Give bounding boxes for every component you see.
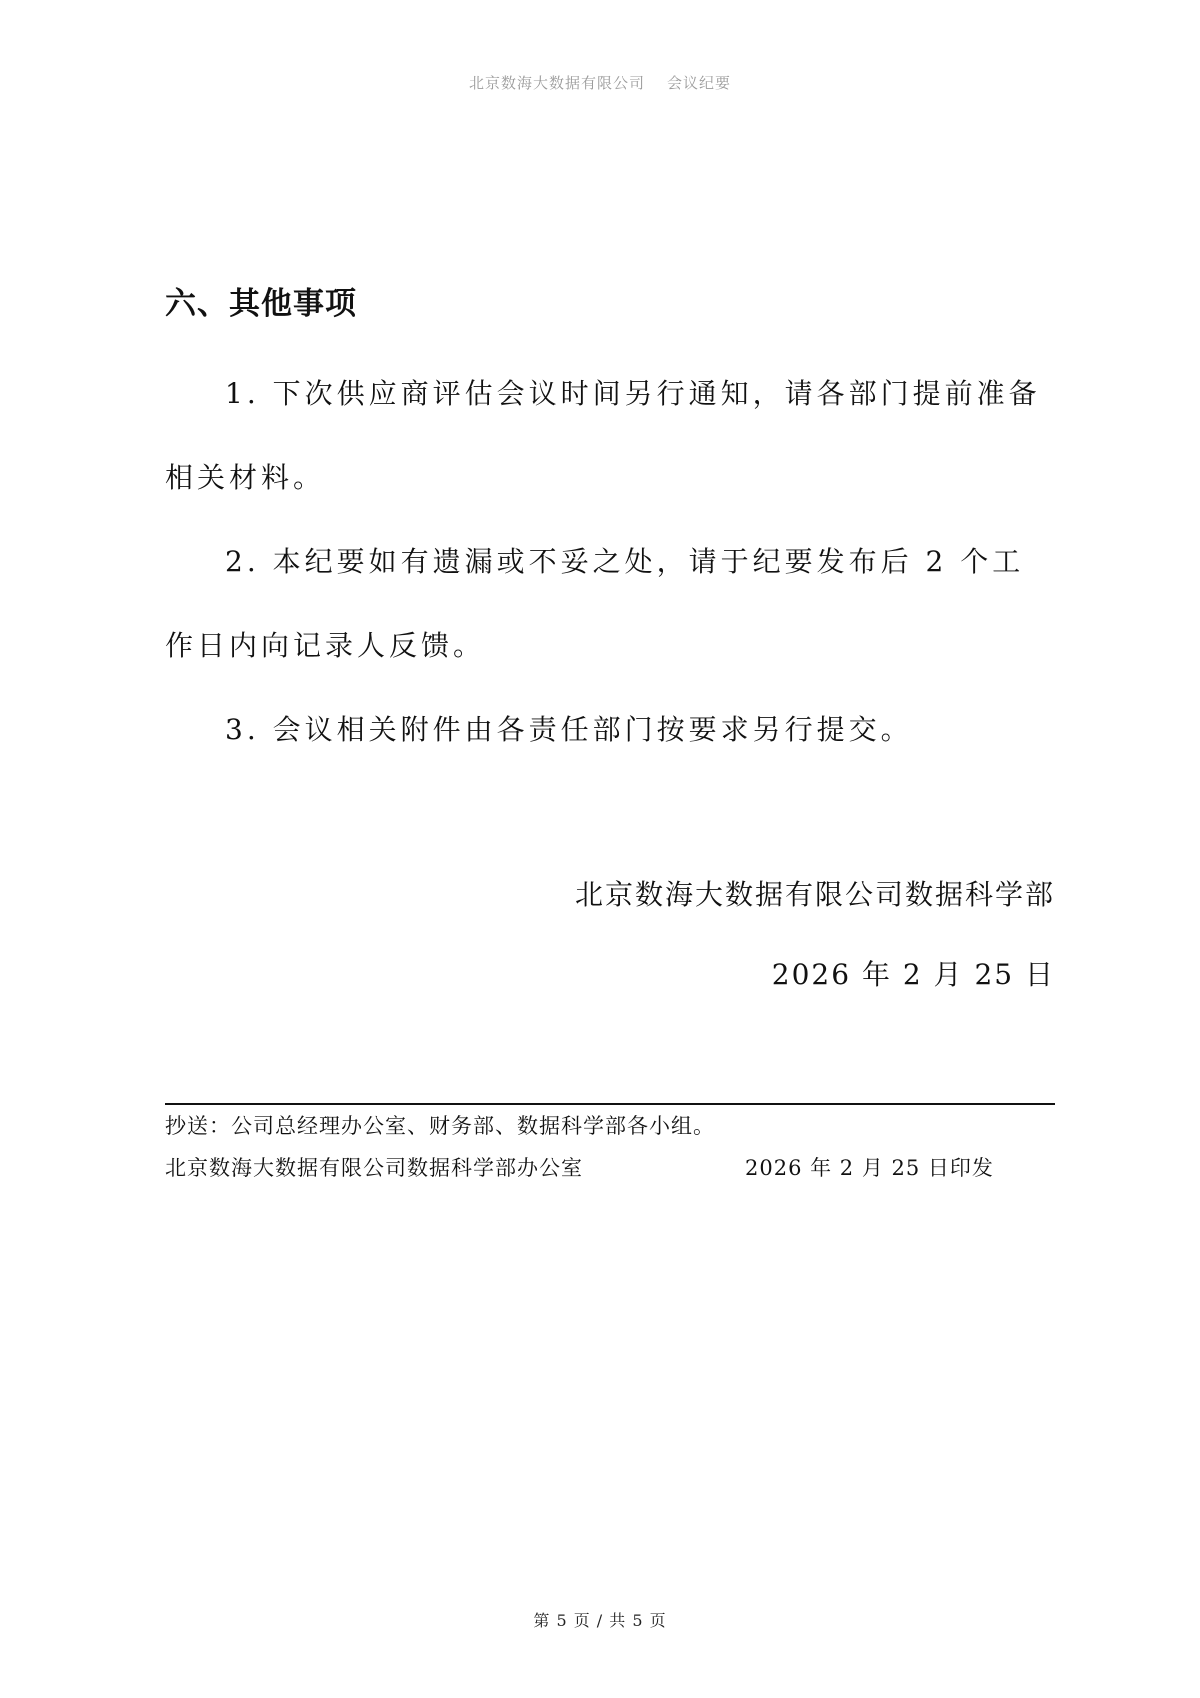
header-company: 北京数海大数据有限公司 [468,74,645,92]
item-text: 本纪要如有遗漏或不妥之处，请于纪要发布后 2 个工作日内向记录人反馈。 [165,545,1025,662]
signature-date: 2026 年 2 月 25 日 [771,958,1055,991]
distribution-issuer: 北京数海大数据有限公司数据科学部办公室 [165,1156,583,1180]
header-doc-type: 会议纪要 [667,74,732,92]
item-number: 3. [225,713,260,746]
distribution-divider [165,1103,1055,1105]
item-number: 1. [225,377,260,410]
list-item [165,520,1055,688]
list-item [165,688,1055,772]
distribution-issued-date: 2026 年 2 月 25 日印发 [745,1156,994,1180]
list-item [165,352,1055,520]
item-text: 下次供应商评估会议时间另行通知，请各部门提前准备相关材料。 [165,377,1041,494]
signature-organization: 北京数海大数据有限公司数据科学部 [574,878,1055,911]
running-header [0,72,1200,93]
item-number: 2. [225,545,260,578]
distribution-cc: 抄送：公司总经理办公室、财务部、数据科学部各小组。 [165,1114,715,1138]
page-number: 第 5 页 / 共 5 页 [533,1611,667,1630]
section-title: 六、其他事项 [165,286,357,322]
item-text: 会议相关附件由各责任部门按要求另行提交。 [272,713,913,746]
